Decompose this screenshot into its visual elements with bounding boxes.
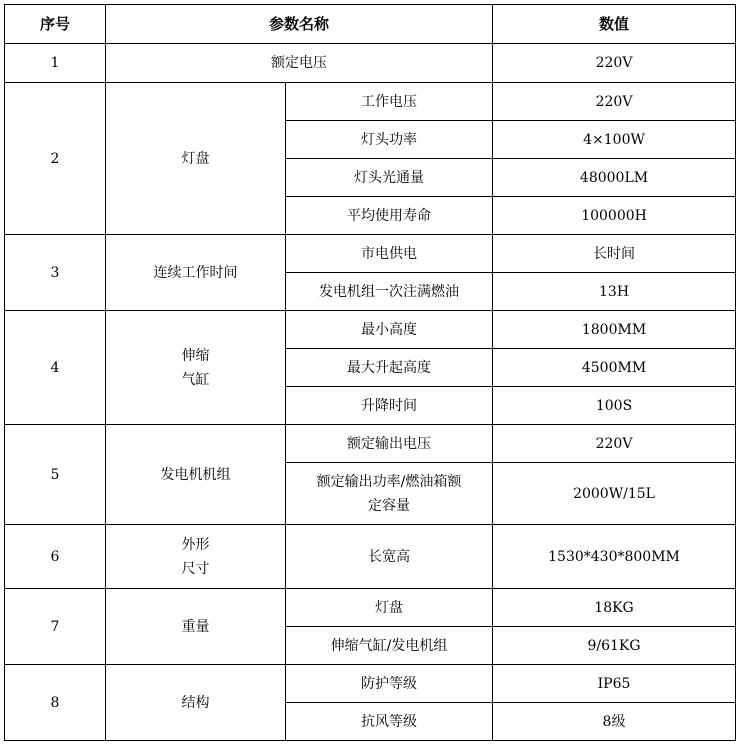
- row-index: 5: [5, 425, 106, 525]
- table-row: [5, 235, 736, 273]
- table-row: [5, 425, 736, 463]
- param-value: 1800MM: [493, 311, 736, 349]
- table-row: [5, 665, 736, 703]
- header-value: 数值: [493, 5, 736, 44]
- param-group: 连续工作时间: [106, 235, 286, 311]
- param-name: 平均使用寿命: [286, 197, 493, 235]
- param-value: 48000LM: [493, 159, 736, 197]
- param-value: 220V: [493, 44, 736, 83]
- param-group-line: 伸缩: [181, 347, 210, 364]
- param-value: 100000H: [493, 197, 736, 235]
- param-name: 灯头功率: [286, 121, 493, 159]
- param-value: 100S: [493, 387, 736, 425]
- table-row: [5, 311, 736, 349]
- param-name: 市电供电: [286, 235, 493, 273]
- param-group: 发电机机组: [106, 425, 286, 525]
- param-name: 升降时间: [286, 387, 493, 425]
- param-value: 220V: [493, 425, 736, 463]
- param-group-line: 气缸: [181, 371, 210, 388]
- param-group: 灯盘: [106, 83, 286, 235]
- table-row: [5, 44, 736, 83]
- param-name: 额定电压: [106, 44, 493, 83]
- row-index: 4: [5, 311, 106, 425]
- table-row: [5, 83, 736, 121]
- param-value: 长时间: [493, 235, 736, 273]
- param-name: 灯头光通量: [286, 159, 493, 197]
- param-name: 灯盘: [286, 589, 493, 627]
- param-name-line: 定容量: [368, 497, 410, 514]
- param-name: 最大升起高度: [286, 349, 493, 387]
- param-value: 18KG: [493, 589, 736, 627]
- row-index: 2: [5, 83, 106, 235]
- param-group-line: 尺寸: [181, 560, 210, 577]
- row-index: 7: [5, 589, 106, 665]
- param-name: 最小高度: [286, 311, 493, 349]
- param-name: 长宽高: [286, 525, 493, 589]
- param-name: 额定输出电压: [286, 425, 493, 463]
- param-group: 重量: [106, 589, 286, 665]
- param-group: 结构: [106, 665, 286, 741]
- param-value: 4×100W: [493, 121, 736, 159]
- header-param: 参数名称: [106, 5, 493, 44]
- spec-table: [4, 4, 736, 741]
- row-index: 6: [5, 525, 106, 589]
- param-name: 伸缩气缸/发电机组: [286, 627, 493, 665]
- row-index: 1: [5, 44, 106, 83]
- param-value: 2000W/15L: [493, 463, 736, 525]
- row-index: 3: [5, 235, 106, 311]
- param-value: 4500MM: [493, 349, 736, 387]
- param-name: 防护等级: [286, 665, 493, 703]
- header-index: 序号: [5, 5, 106, 44]
- param-value: 9/61KG: [493, 627, 736, 665]
- param-value: 1530*430*800MM: [493, 525, 736, 589]
- param-group: [106, 525, 286, 589]
- row-index: 8: [5, 665, 106, 741]
- param-value: IP65: [493, 665, 736, 703]
- table-row: [5, 525, 736, 589]
- param-name: 抗风等级: [286, 703, 493, 741]
- header-row: [5, 5, 736, 44]
- param-group-line: 外形: [181, 536, 210, 553]
- param-name-line: 额定输出功率/燃油箱额: [316, 473, 462, 490]
- param-value: 13H: [493, 273, 736, 311]
- param-name: 发电机组一次注满燃油: [286, 273, 493, 311]
- table-row: [5, 589, 736, 627]
- param-name: [286, 463, 493, 525]
- param-value: 220V: [493, 83, 736, 121]
- param-value: 8级: [493, 703, 736, 741]
- param-group: [106, 311, 286, 425]
- param-name: 工作电压: [286, 83, 493, 121]
